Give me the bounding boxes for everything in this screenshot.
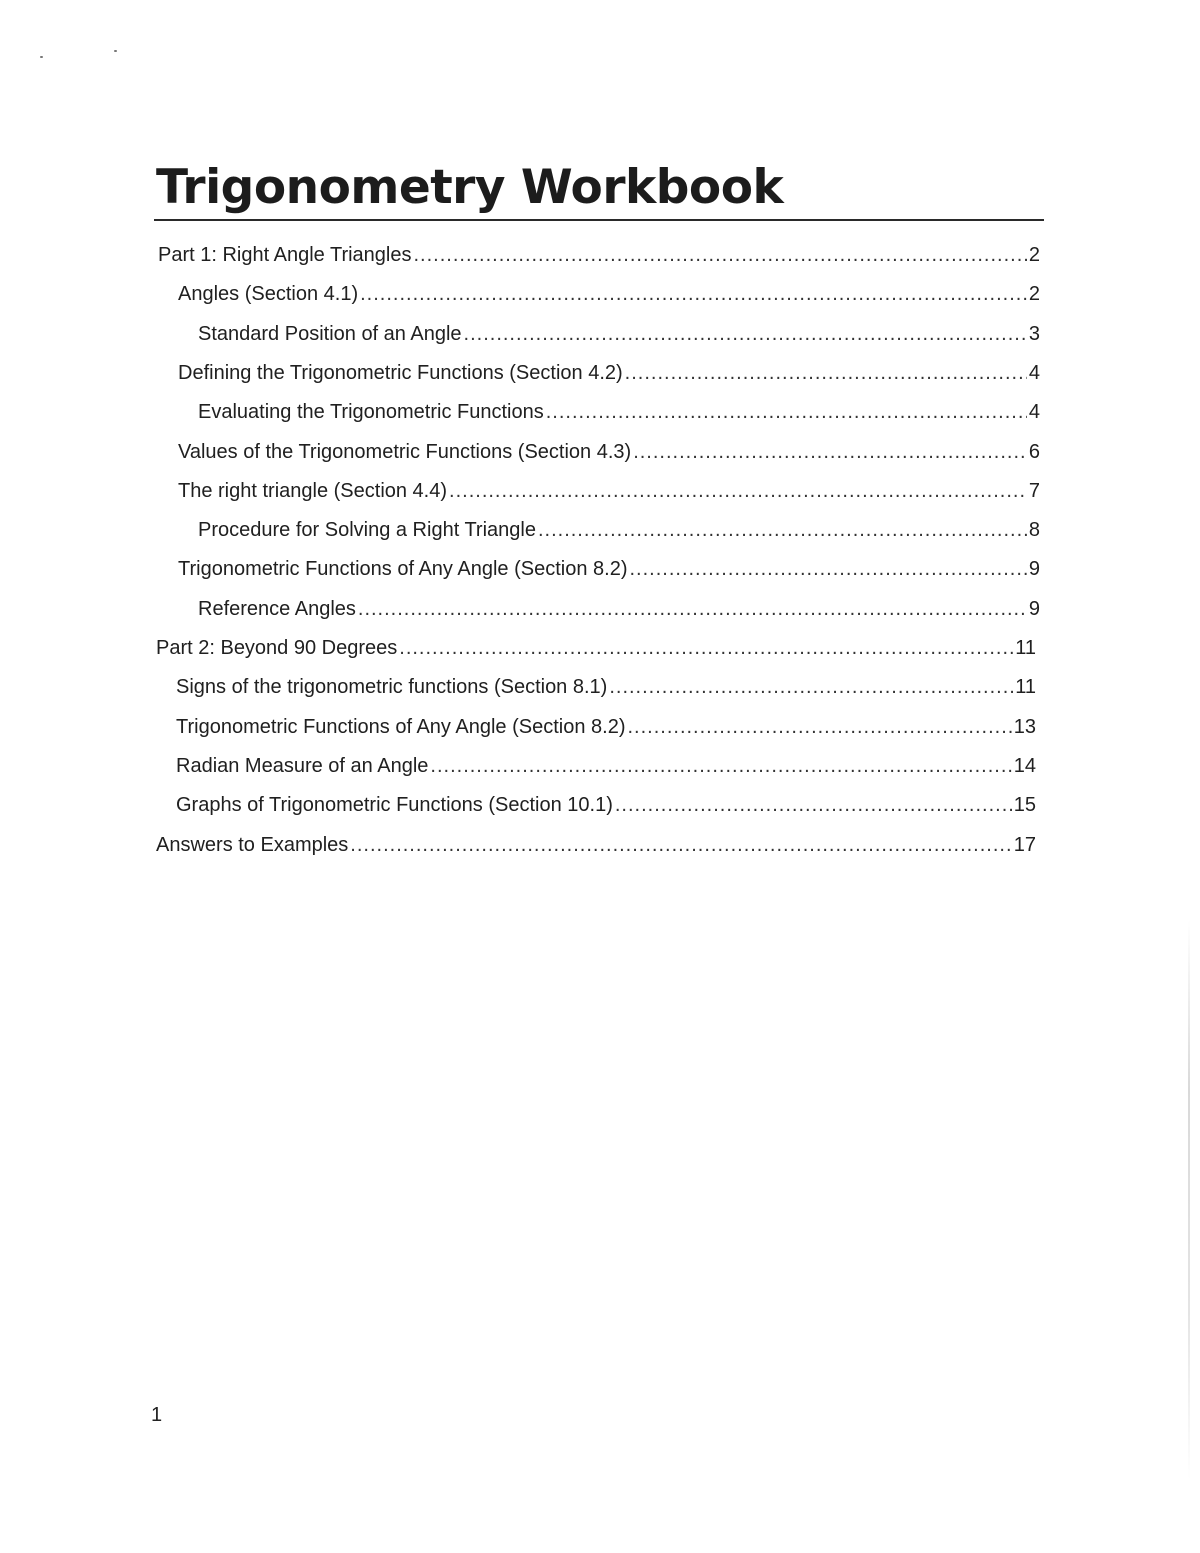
toc-entry-page: 7: [1028, 479, 1040, 502]
toc-entry-label: Procedure for Solving a Right Triangle: [198, 519, 536, 542]
toc-entry-page: 3: [1028, 322, 1040, 345]
dot-leader: [615, 790, 1012, 820]
dot-leader: [399, 633, 1013, 663]
dot-leader: [633, 437, 1027, 467]
toc-entry-page: 4: [1028, 401, 1040, 424]
toc-entry[interactable]: [158, 240, 1040, 270]
toc-entry-page: 9: [1028, 597, 1040, 620]
toc-entry-label: Evaluating the Trigonometric Functions: [198, 401, 544, 424]
dot-leader: [538, 515, 1027, 545]
toc-entry-label: Graphs of Trigonometric Functions (Section 10.1): [176, 794, 613, 817]
toc-entry-page: 2: [1028, 283, 1040, 306]
toc-entry-label: Trigonometric Functions of Any Angle (Section 8.2): [176, 715, 626, 738]
toc-entry[interactable]: [178, 476, 1040, 506]
toc-entry-page: 11: [1015, 637, 1036, 659]
toc-entry-label: Answers to Examples: [156, 833, 349, 856]
title-underline: [154, 219, 1044, 221]
dot-leader: [360, 279, 1027, 309]
dot-leader: [430, 751, 1011, 781]
toc-entry[interactable]: [178, 437, 1040, 467]
toc-entry[interactable]: [178, 279, 1040, 309]
dot-leader: [609, 672, 1013, 702]
toc-entry[interactable]: [198, 319, 1040, 349]
toc-entry[interactable]: [156, 633, 1036, 663]
toc-entry[interactable]: [178, 554, 1040, 584]
toc-entry[interactable]: [176, 672, 1036, 702]
toc-entry[interactable]: [198, 397, 1040, 427]
dot-leader: [413, 240, 1026, 270]
toc-entry-label: Signs of the trigonometric functions (Section 8.1): [176, 676, 608, 699]
scan-edge-shadow: [1188, 920, 1190, 1480]
toc-entry-label: Values of the Trigonometric Functions (Section 4.3): [178, 440, 632, 463]
toc-entry-page: 17: [1013, 833, 1036, 856]
toc-entry-page: 13: [1013, 715, 1036, 738]
toc-entry[interactable]: [176, 751, 1036, 781]
dot-leader: [627, 712, 1011, 742]
toc-entry-page: 11: [1015, 676, 1036, 699]
toc-entry-page: 15: [1013, 794, 1036, 817]
scan-speck: [40, 56, 43, 58]
dot-leader: [449, 476, 1027, 506]
toc-entry[interactable]: [176, 790, 1036, 820]
dot-leader: [625, 358, 1027, 388]
toc-entry[interactable]: [178, 358, 1040, 388]
page-title: Trigonometry Workbook: [156, 160, 784, 215]
page-number: 1: [151, 1404, 163, 1426]
toc-entry-label: Defining the Trigonometric Functions (Section 4.2): [178, 361, 623, 384]
toc-entry-page: 9: [1028, 558, 1040, 581]
toc-entry-label: Standard Position of an Angle: [198, 322, 462, 345]
toc-entry-label: Reference Angles: [198, 597, 356, 620]
toc-entry-label: Radian Measure of an Angle: [176, 754, 429, 777]
dot-leader: [350, 830, 1011, 860]
toc-entry-label: Angles (Section 4.1): [178, 283, 359, 306]
toc-entry[interactable]: [198, 594, 1040, 624]
toc-entry-label: Part 2: Beyond 90 Degrees: [156, 637, 398, 659]
toc-entry-page: 2: [1028, 244, 1040, 266]
toc-entry-label: The right triangle (Section 4.4): [178, 479, 448, 502]
toc-entry-page: 6: [1028, 440, 1040, 463]
toc-entry-page: 4: [1028, 361, 1040, 384]
toc-entry-label: Part 1: Right Angle Triangles: [158, 244, 412, 266]
toc-entry[interactable]: [176, 712, 1036, 742]
toc-entry-label: Trigonometric Functions of Any Angle (Section 8.2): [178, 558, 628, 581]
toc-entry-page: 14: [1013, 754, 1036, 777]
dot-leader: [629, 554, 1026, 584]
scan-speck: [114, 50, 117, 52]
dot-leader: [546, 397, 1027, 427]
dot-leader: [358, 594, 1027, 624]
toc-entry[interactable]: [156, 830, 1036, 860]
toc-entry[interactable]: [198, 515, 1040, 545]
dot-leader: [464, 319, 1027, 349]
toc-entry-page: 8: [1028, 519, 1040, 542]
